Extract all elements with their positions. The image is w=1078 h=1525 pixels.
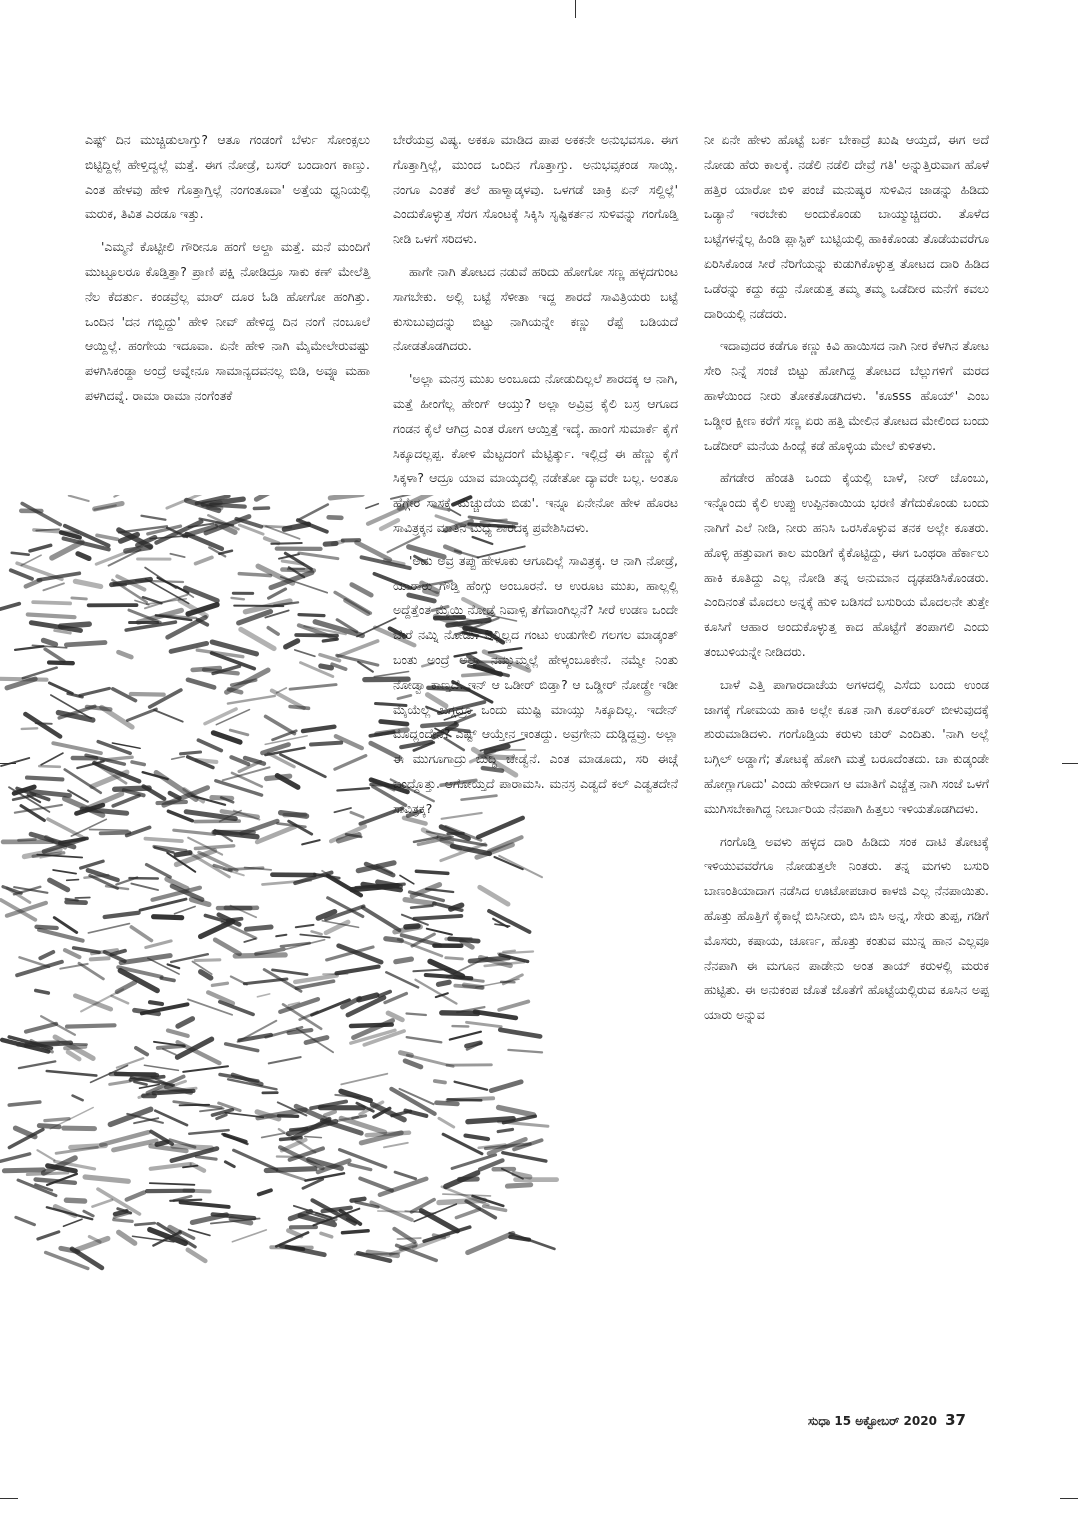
charcoal-stroke: [47, 1071, 97, 1076]
charcoal-stroke: [93, 1200, 113, 1207]
charcoal-stroke: [144, 1065, 178, 1070]
charcoal-stroke: [146, 941, 171, 948]
charcoal-stroke: [1, 758, 29, 766]
charcoal-stroke: [230, 730, 248, 735]
charcoal-stroke: [196, 1157, 216, 1160]
charcoal-stroke: [131, 927, 151, 941]
charcoal-stroke: [232, 680, 256, 685]
article-paragraph: ಬಾಳೆ ಎತ್ತಿ ಪಾಗಾರದಾಚೆಯ ಅಗಳದಲ್ಲಿ ಎಸೆದು ಬಂದು ಉಂಡ ಜಾಗಕ್ಕೆ ಗೋಮಯ ಹಾಕಿ ಅಲ್ಲೇ ಕೂತ ನಾಗಿ ಕೂರ್‌ಕೂರ್ ಬೀಳುವುದಕ್ಕೆ ಶುರುಮಾಡಿದಳು. ಗಂಗೊಡ್ತಿಯ ಕರುಳು ಚುರ್ ಎಂದಿತು. 'ನಾಗಿ ಅಲ್ಲೆ ಬಗ್ಗಿಲ್ ಅಡ್ಡಾಗೆ; ತೋಟಕ್ಕೆ ಹೋಗಿ ಮತ್ತೆ ಬರೂದೆಂತದು. ಚಾ ಕುಡ್ಕಂಡೇ ಹೋಗ್ಲಾಗೂದು' ಎಂದು ಹೇಳಿದಾಗ ಆ ಮಾತಿಗೆ ಎಚ್ಚೆತ್ತ ನಾಗಿ ಸಂಜೆ ಒಳಗೆ ಮುಗಿಸಬೇಕಾಗಿದ್ದ ನೀರ್ಬಾರಿಯ ನೆನಪಾಗಿ ಹಿತ್ತಲು ಇಳಿಯತೊಡಗಿದಳು.: [704, 676, 989, 816]
article-column-3: [704, 128, 989, 1036]
article-paragraph: ನೀ ಏನೇ ಹೇಳು ಹೊಟ್ಟೆ ಬರ್ಕ ಬೇಕಾದ್ರೆ ಖುಷಿ ಆಯ್ತದೆ, ಈಗ ಅದೆ ನೋಡು ಹೆರು ಕಾಲಕ್ಕೆ. ನಡೆಲಿ ನಡೆಲಿ ದೇವ್ರೆ ಗತಿ' ಅನ್ನುತ್ತಿರುವಾಗ ಹೊಳೆ ಹತ್ತಿರ ಯಾರೋ ಬಿಳಿ ಪಂಚೆ ಮನುಷ್ಯರ ಸುಳಿವಿನ ಜಾಡನ್ನು ಹಿಡಿದು ಒಡ್ಯಾನೆ ಇರಬೇಕು ಅಂದುಕೊಂಡು ಬಾಯ್ಮುಚ್ಚಿದರು. ತೊಳೆದ ಬಟ್ಟೆಗಳನ್ನೆಲ್ಲ ಹಿಂಡಿ ಪ್ಲಾಸ್ಟಿಕ್ ಬುಟ್ಟಿಯಲ್ಲಿ ಹಾಕಿಕೊಂಡು ತೊಡೆಯವರೆಗೂ ಏರಿಸಿಕೊಂಡ ಸೀರೆ ನೆರಿಗೆಯನ್ನು ಕುಡುಗಿಕೊಳ್ಳುತ್ತ ತೋಟದ ದಾರಿ ಹಿಡಿದ ಒಡೆರನ್ನು ಕದ್ದು ಕದ್ದು ನೋಡುತ್ತ ತಮ್ಮ ತಮ್ಮ ಒಡೆದೀರ ಮನೆಗೆ ಕವಲು ದಾರಿಯಲ್ಲಿ ನಡೆದರು.: [704, 132, 989, 321]
charcoal-stroke: [379, 992, 390, 996]
charcoal-stroke: [337, 655, 378, 665]
charcoal-stroke: [246, 927, 271, 929]
article-paragraph: ಹೆಗಡೇರ ಹೆಂಡತಿ ಒಂದು ಕೈಯಲ್ಲಿ ಬಾಳೆ, ನೀರ್ ಚೊಂಬು, ಇನ್ನೊಂದು ಕೈಲಿ ಉಪ್ಪು ಉಪ್ಪಿನಕಾಯಿಯ ಭರಣಿ ತೆಗೆದುಕೊಂಡು ಬಂದು ನಾಗಿಗೆ ಎಲೆ ನೀಡಿ, ನೀರು ಹನಿಸಿ ಒರಸಿಕೊಳ್ಳುವ ತನಕ ಅಲ್ಲೇ ಕೂತರು. ಹೊಳ್ಳಿ ಹತ್ತುವಾಗ ಕಾಲ ಮಂಡಿಗೆ ಕೈಕೊಟ್ಟಿದ್ದು, ಈಗ ಒಂಥರಾ ಹೆರ್ಕಾಲು ಹಾಕಿ ಕೂತಿದ್ದು ಎಲ್ಲ ನೋಡಿ ತನ್ನ ಅನುಮಾನ ದೃಢಪಡಿಸಿಕೊಂಡರು. ಎಂದಿನಂತೆ ಮೊದಲು ಅನ್ನಕ್ಕೆ ಹುಳಿ ಬಡಿಸದೆ ಬಸುರಿಯ ಮೊದಲನೇ ತುತ್ತೇ ಕೂಸಿಗೆ ಆಹಾರ ಅಂದುಕೊಳ್ಳುತ್ತ ಕಾದ ಹೊಟ್ಟೆಗೆ ತಂಪಾಗಲಿ ಎಂದು ತಂಬುಳಿಯನ್ನೇ ನೀಡಿದರು.: [704, 470, 989, 659]
page-number: 37: [945, 1411, 966, 1429]
charcoal-stroke: [147, 865, 171, 878]
charcoal-stroke: [43, 583, 64, 590]
charcoal-stroke: [257, 994, 269, 997]
charcoal-stroke: [193, 668, 220, 670]
charcoal-stroke: [174, 830, 215, 834]
charcoal-stroke: [257, 827, 295, 842]
charcoal-stroke: [281, 1138, 302, 1140]
charcoal-stroke: [68, 1052, 79, 1059]
charcoal-stroke: [232, 598, 244, 599]
charcoal-stroke: [299, 615, 324, 616]
charcoal-stroke: [115, 1211, 127, 1214]
charcoal-stroke: [239, 1035, 271, 1041]
charcoal-stroke: [128, 709, 157, 720]
charcoal-stroke: [26, 1024, 56, 1032]
charcoal-stroke: [351, 1025, 392, 1026]
charcoal-stroke: [67, 880, 79, 881]
charcoal-stroke: [181, 752, 201, 754]
charcoal-stroke: [187, 534, 222, 549]
charcoal-stroke: [234, 1150, 277, 1169]
crop-mark-bottom-right: [1060, 1498, 1078, 1499]
charcoal-stroke: [305, 1137, 322, 1138]
charcoal-stroke: [117, 1058, 143, 1067]
charcoal-stroke: [75, 898, 89, 899]
charcoal-stroke: [150, 1002, 162, 1004]
article-paragraph: ಇದಾವುದರ ಕಡೆಗೂ ಕಣ್ಣು ಕಿವಿ ಹಾಯಿಸದ ನಾಗಿ ನೀರ ಕೆಳಗಿನ ತೋಟ ಸೇರಿ ನಿನ್ನೆ ಸಂಜೆ ಬಿಟ್ಟು ಹೋಗಿದ್ದ ತೋಟದ ಬೆಲ್ಲುಗಳಿಗೆ ಮರದ ಹಾಳೆಯಿಂದ ನೀರು ತೋಕತೊಡಗಿದಳು. 'ಕೂsss ಹೊಯ್' ಎಂಬ ಒಡ್ಡೀರ ಕ್ಷೀಣ ಕರೆಗೆ ಸಣ್ಣ ಏರು ಹತ್ತಿ ಮೇಲಿನ ತೋಟದ ಮೇಲಿಂದ ಬಂದು ಒಡೆದೀರ್ ಮನೆಯ ಹಿಂದ್ಲೆ ಕಡೆ ಹೊಳ್ಳಿಯ ಮೇಲೆ ಕುಳಿತಳು.: [704, 338, 989, 453]
charcoal-stroke: [225, 1162, 234, 1167]
charcoal-stroke: [268, 628, 278, 634]
charcoal-stroke: [170, 1200, 201, 1201]
charcoal-stroke: [345, 600, 368, 614]
charcoal-stroke: [321, 666, 332, 668]
charcoal-stroke: [269, 589, 286, 598]
charcoal-stroke: [19, 1061, 55, 1068]
charcoal-stroke: [352, 585, 371, 596]
charcoal-stroke: [119, 652, 132, 657]
charcoal-stroke: [97, 535, 117, 539]
charcoal-stroke: [36, 991, 49, 994]
charcoal-stroke: [20, 957, 50, 967]
article-column-1: [85, 128, 370, 417]
charcoal-stroke: [0, 1154, 30, 1161]
charcoal-stroke: [154, 917, 182, 918]
charcoal-stroke: [22, 728, 38, 729]
charcoal-stroke: [131, 694, 164, 695]
charcoal-stroke: [4, 1170, 43, 1171]
charcoal-stroke: [49, 683, 72, 694]
charcoal-stroke: [85, 1177, 128, 1181]
charcoal-stroke: [335, 756, 366, 770]
charcoal-stroke: [239, 574, 270, 576]
charcoal-stroke: [64, 1219, 83, 1226]
charcoal-stroke: [366, 504, 378, 509]
charcoal-stroke: [39, 1126, 59, 1127]
charcoal-stroke: [291, 1129, 307, 1130]
charcoal-stroke: [302, 840, 319, 844]
charcoal-stroke: [27, 778, 62, 780]
crop-mark-top: [575, 0, 576, 18]
charcoal-stroke: [119, 1232, 135, 1243]
charcoal-stroke: [154, 1091, 194, 1093]
charcoal-stroke: [90, 830, 128, 831]
charcoal-stroke: [65, 770, 101, 793]
charcoal-stroke: [150, 1183, 195, 1185]
charcoal-stroke: [53, 743, 101, 753]
charcoal-stroke: [25, 714, 60, 736]
charcoal-stroke: [23, 668, 57, 679]
charcoal-stroke: [77, 1239, 108, 1250]
charcoal-stroke: [75, 581, 100, 586]
article-paragraph: ಗಂಗೊಡ್ತಿ ಅವಳು ಹಳ್ಳದ ದಾರಿ ಹಿಡಿದು ಸಂಕ ದಾಟಿ ತೋಟಕ್ಕೆ ಇಳಿಯುವವರೆಗೂ ನೋಡುತ್ತಲೇ ನಿಂತರು. ತನ್ನ ಮಗಳು ಬಸುರಿ ಬಾಣಂತಿಯಾದಾಗ ನಡೆಸಿದ ಊಟೋಪಚಾರ ಕಾಳಜಿ ಎಲ್ಲ ನೆನಪಾಯಿತು. ಹೊತ್ತು ಹೊತ್ತಿಗೆ ಕೈಕಾಲ್ಗೆ ಬಿಸಿನೀರು, ಬಿಸಿ ಬಿಸಿ ಅನ್ನ, ಸೇರು ತುಪ್ಪ, ಗಡಿಗೆ ಮೊಸರು, ಕಷಾಯ, ಚೂರ್ಣ, ಹೊತ್ತು ಕಂತುವ ಮುನ್ನ ಹಾನ ಎಲ್ಲವೂ ನೆನಪಾಗಿ ಈ ಮಗೂನ ಪಾಡೇನು ಅಂತ ತಾಯ್ ಕರುಳಲ್ಲಿ ಮರುಕ ಹುಟ್ಟಿತು. ಈ ಅನುಕಂಪ ಜೊತೆ ಜೊತೆಗೆ ಹೊಟ್ಟೆಯಲ್ಲಿರುವ ಕೂಸಿನ ಅಪ್ಪ ಯಾರು ಅನ್ನುವ: [704, 833, 989, 1023]
charcoal-stroke: [37, 1150, 54, 1160]
charcoal-stroke: [337, 788, 369, 790]
charcoal-stroke: [39, 766, 60, 767]
charcoal-stroke: [158, 1046, 184, 1048]
charcoal-stroke: [195, 960, 220, 961]
crop-mark-bottom-left: [0, 1498, 18, 1499]
charcoal-stroke: [145, 839, 182, 842]
charcoal-stroke: [110, 1081, 130, 1084]
charcoal-stroke: [161, 978, 174, 980]
charcoal-stroke: [12, 553, 29, 555]
charcoal-stroke: [332, 664, 346, 669]
charcoal-stroke: [132, 762, 144, 765]
charcoal-stroke: [112, 996, 129, 1003]
article-column-2: [393, 128, 678, 1428]
charcoal-stroke: [195, 846, 233, 849]
charcoal-stroke: [131, 884, 158, 890]
charcoal-stroke: [79, 963, 103, 979]
charcoal-stroke: [84, 1211, 93, 1216]
charcoal-stroke: [212, 983, 227, 985]
charcoal-stroke: [306, 1038, 327, 1043]
charcoal-stroke: [241, 629, 274, 648]
charcoal-stroke: [351, 812, 363, 817]
charcoal-stroke: [299, 505, 327, 520]
charcoal-stroke: [244, 979, 287, 984]
charcoal-stroke: [244, 939, 255, 942]
charcoal-stroke: [0, 604, 19, 609]
charcoal-stroke: [325, 543, 336, 544]
charcoal-stroke: [359, 995, 377, 1000]
charcoal-stroke: [44, 640, 56, 644]
charcoal-stroke: [282, 570, 313, 571]
charcoal-stroke: [116, 1074, 157, 1076]
charcoal-stroke: [168, 1031, 188, 1036]
charcoal-stroke: [38, 1232, 59, 1239]
charcoal-stroke: [213, 733, 240, 742]
charcoal-stroke: [334, 808, 351, 812]
charcoal-stroke: [61, 1248, 78, 1251]
charcoal-stroke: [196, 557, 212, 563]
charcoal-stroke: [296, 925, 314, 927]
charcoal-stroke: [263, 526, 291, 527]
charcoal-stroke: [360, 1178, 392, 1190]
charcoal-stroke: [173, 1146, 211, 1148]
charcoal-stroke: [19, 839, 36, 840]
charcoal-stroke: [329, 517, 342, 518]
charcoal-stroke: [66, 643, 105, 645]
article-paragraph: ಬೇರೆಯವ್ರ ವಿಷ್ಯ. ಅಕಕೂ ಮಾಡಿದ ಪಾಪ ಅಕಕನೇ ಅನುಭವಸೂ. ಈಗ ಗೊತ್ತಾಗ್ತಿಲ್ಲೆ, ಮುಂದ ಒಂದಿನ ಗೊತ್ತಾಗ್ತು. ಅನುಭವ್ಸಕಂಡ ಸಾಯ್ಲಿ. ನಂಗೂ ಎಂತಕೆ ತಲೆ ಹಾಳ್ಮಾಡ್ಕಳವು. ಒಳಗಡೆ ಚಾಕ್ರಿ ಏನ್ ಸಲ್ದಿಲ್ಲೆ' ಎಂದುಕೊಳ್ಳುತ್ತ ಸೆರಗ ಸೊಂಟಕ್ಕೆ ಸಿಕ್ಕಿಸಿ ಸೃಷ್ಟಿಕರ್ತನ ಸುಳಿವನ್ನು ಗಂಗೊಡ್ತಿ ನೀಡಿ ಒಳಗೆ ಸರಿದಳು.: [393, 132, 678, 247]
charcoal-stroke: [80, 688, 110, 695]
charcoal-stroke: [67, 902, 86, 903]
charcoal-stroke: [183, 1066, 228, 1072]
charcoal-stroke: [65, 1047, 85, 1049]
charcoal-stroke: [232, 1230, 266, 1242]
charcoal-stroke: [188, 1250, 206, 1261]
charcoal-stroke: [66, 1200, 84, 1201]
charcoal-stroke: [232, 773, 262, 787]
charcoal-stroke: [281, 755, 326, 777]
charcoal-stroke: [58, 713, 92, 720]
charcoal-stroke: [259, 1190, 271, 1194]
charcoal-stroke: [142, 516, 166, 520]
charcoal-stroke: [199, 740, 222, 750]
charcoal-stroke: [189, 1229, 210, 1235]
charcoal-stroke: [340, 1150, 386, 1167]
charcoal-stroke: [325, 1112, 335, 1116]
charcoal-stroke: [228, 696, 275, 704]
charcoal-stroke: [22, 504, 60, 525]
charcoal-stroke: [215, 940, 239, 954]
charcoal-stroke: [48, 819, 82, 837]
charcoal-stroke: [242, 821, 278, 833]
charcoal-stroke: [195, 821, 239, 822]
charcoal-stroke: [290, 685, 336, 690]
article-paragraph: 'ಅಲ್ಲಾ ಮನಸ್ರ ಮುಖ ಅಂಬೂದು ನೋಡುದಿಲ್ಲಲೆ ಶಾರದಕ್ಕ ಆ ನಾಗಿ, ಮತ್ತೆ ಹೀಂಗೆಲ್ಲ ಹೇಂಗ್ ಆಯ್ತು? ಅಲ್ಲಾ ಅವ್ರಿವ್ರ ಕೈಲಿ ಬಸ್ರ ಆಗೂದ ಗಂಡನ ಕೈಲೆ ಆಗಿದ್ರ ಎಂತ ರೋಗ ಆಯ್ತಿತ್ತೆ ಇದ್ಕೆ. ಹಾಂಗೆ ಸುಮಾರ್ಕೆ ಕೈಗೆ ಸಿಕ್ಕೂದಲ್ಲಪ್ಪ. ಕೋಳಿ ಮೆಟ್ಟದಂಗೆ ಮೆಟ್ಟಿರ್ತ್ಕು. ಇಲ್ಲಿದ್ರೆ ಈ ಹೆಣ್ಣು ಕೈಗೆ ಸಿಕ್ಕಳಾ? ಆದ್ರೂ ಯಾವ ಮಾಯ್ಕದಲ್ಲಿ ನಡೇತೋ ದ್ಯಾವರೇ ಬಲ್ಲ. ಅಂತೂ ಹೆಗ್ಗೇರ ಸಾಸಕ್ಕೆ ಮೆಚ್ಚುದೆಯ ಬಿಡು'. ಇನ್ನೂ ಏನೇನೋ ಹೇಳ ಹೊರಟ ಸಾವಿತ್ರಕ್ಕನ ಮಾತಿನ ಮಧ್ಯೆ ಶಾರದಕ್ಕ ಪ್ರವೇಶಿಸಿದಳು.: [393, 371, 678, 535]
charcoal-stroke: [181, 1202, 229, 1207]
charcoal-stroke: [88, 924, 129, 933]
charcoal-stroke: [65, 950, 79, 957]
charcoal-stroke: [67, 1025, 115, 1026]
charcoal-stroke: [281, 813, 307, 816]
charcoal-stroke: [114, 1220, 132, 1222]
charcoal-stroke: [321, 1233, 332, 1237]
charcoal-stroke: [69, 496, 89, 501]
charcoal-stroke: [87, 707, 111, 710]
charcoal-stroke: [343, 1231, 369, 1233]
charcoal-stroke: [200, 1109, 224, 1112]
charcoal-stroke: [172, 757, 185, 760]
charcoal-stroke: [78, 554, 89, 559]
charcoal-stroke: [114, 495, 157, 497]
charcoal-stroke: [338, 641, 378, 656]
charcoal-stroke: [64, 1128, 95, 1129]
charcoal-stroke: [53, 870, 76, 874]
charcoal-stroke: [269, 1057, 301, 1063]
charcoal-stroke: [61, 624, 90, 626]
charcoal-stroke: [28, 615, 75, 618]
charcoal-stroke: [136, 581, 183, 582]
charcoal-stroke: [254, 508, 268, 509]
charcoal-stroke: [140, 899, 186, 910]
article-paragraph: 'ಅದು ಅವ್ರ ತಪ್ಪು ಹೇಳೂಕು ಆಗೂದಿಲ್ಲೆ ಸಾವಿತ್ರಕ್ಕ. ಆ ನಾಗಿ ನೋಡ್ರೆ, ಯಾರಾರು ಗೌಡ್ತಿ ಹೆಂಗ್ಸು ಅಂಬೂರನೆ. ಆ ಉರೂಟ ಮುಖ, ಹಾಲ್ಲಲ್ಲಿ ಅದ್ದೆತ್ತೆಂತ ಮೈಯಿ ನೋಡ್ರೆ ನಿವಾಳ್ಸಿ ತೆಗೆವಾಂಗಿಲ್ಲನೆ? ಸೀರೆ ಉಡಣ ಒಂದೇ ಬೇರೆ ನಮ್ನಿ ನೋಡು. ಪಲ್ಲಿಲ್ಲದ ಗಂಟು ಉಡುಗೇಲಿ ಗಲಗಲ ಮಾಡ್ಕಂತ್ ಬಂತು ಅಂದ್ರೆ ಅಲ್ಲಾ ನಮ್ಮುಮ್ಮಲ್ಲೆ ಹೇಳ್ಕಂಬೂಕೇನೆ. ನಮ್ಮೇ ನಿಂತು ನೋಡ್ವಾ ಕಾಣ್ತದೆ. ಇನ್ ಆ ಒಡೀರ್ ಬಿಡ್ತಾ? ಆ ಒಡ್ಡೀರ್ ನೋಡ್ದ್ರೇ ಇಡೀ ಮೈಯೆಲ್ಲ ಬಗ್ಗದ್ರೂ ಒಂದು ಮುಷ್ಟಿ ಮಾಯ್ಸು ಸಿಕ್ಕೂದಿಲ್ಲ. ಇದೇನ್ ಮೊದ್ಲಂದೇನೆ? ಎಷ್ಟ್ ಆಯ್ತೇನ ಇಂತದ್ದು. ಅವ್ರಗೇನು ದುಡ್ಡಿದ್ದವ್ರು. ಅಲ್ಲಾ ಈ ಮುಗೂಗಾದ್ರು ಬುದ್ಧಿ ಬೇಡ್ವೆನೆ. ಎಂತ ಮಾಡೂದು, ಸರಿ ಈಚ್ಗೆ ಬಂದ್ದೊತ್ತು. ಆಗೋಯ್ತದೆ ಪಾರಾಮಸಿ. ಮನಸ್ರ ಎಡ್ವದೆ ಕಲ್ ಎಡ್ವತದೇನೆ ಸಾವಿತ್ರಕ್ಕ?: [393, 552, 678, 816]
charcoal-stroke: [311, 743, 341, 745]
charcoal-stroke: [262, 1133, 285, 1137]
charcoal-stroke: [73, 1096, 83, 1101]
charcoal-stroke: [323, 974, 347, 975]
charcoal-stroke: [306, 1173, 345, 1180]
charcoal-stroke: [121, 956, 170, 963]
charcoal-stroke: [45, 1119, 69, 1121]
charcoal-stroke: [30, 545, 51, 551]
charcoal-stroke: [135, 1082, 147, 1085]
charcoal-stroke: [170, 554, 184, 557]
charcoal-stroke: [290, 707, 308, 709]
charcoal-stroke: [105, 913, 139, 917]
charcoal-stroke: [40, 952, 53, 958]
page-footer: [808, 1411, 966, 1429]
charcoal-stroke: [328, 876, 361, 896]
charcoal-stroke: [54, 918, 76, 933]
charcoal-stroke: [115, 788, 149, 789]
charcoal-stroke: [353, 1116, 366, 1119]
charcoal-stroke: [312, 931, 322, 934]
charcoal-stroke: [299, 553, 338, 559]
charcoal-stroke: [41, 753, 63, 765]
charcoal-stroke: [286, 641, 298, 647]
charcoal-stroke: [91, 958, 109, 959]
charcoal-stroke: [15, 646, 43, 650]
charcoal-stroke: [192, 1215, 226, 1223]
charcoal-stroke: [256, 495, 294, 499]
charcoal-stroke: [337, 967, 379, 974]
charcoal-stroke: [349, 1164, 371, 1169]
charcoal-stroke: [198, 620, 207, 625]
crop-mark-right: [1062, 763, 1078, 764]
charcoal-stroke: [191, 899, 209, 904]
charcoal-stroke: [33, 602, 70, 603]
charcoal-stroke: [352, 1199, 365, 1201]
charcoal-stroke: [176, 853, 190, 855]
charcoal-stroke: [225, 1135, 246, 1142]
charcoal-stroke: [266, 716, 295, 733]
charcoal-stroke: [341, 1074, 387, 1085]
charcoal-stroke: [21, 555, 41, 565]
charcoal-stroke: [370, 732, 394, 736]
charcoal-stroke: [154, 710, 183, 722]
charcoal-stroke: [27, 1173, 67, 1175]
article-paragraph: ಹಾಗೇ ನಾಗಿ ತೋಟದ ನಡುವೆ ಹರಿದು ಹೋಗೋ ಸಣ್ಣ ಹಳ್ಳದಗುಂಟ ಸಾಗಬೇಕು. ಅಲ್ಲಿ ಬಟ್ಟೆ ಸೆಳೀತಾ ಇದ್ದ ಶಾರದೆ ಸಾವಿತ್ರಿಯರು ಬಟ್ಟೆ ಕುಸುಬುವುದನ್ನು ಬಿಟ್ಟು ನಾಗಿಯನ್ನೇ ಕಣ್ಣು ರೆಪ್ಪೆ ಬಡಿಯದೆ ನೋಡತೊಡಗಿದರು.: [393, 263, 678, 354]
charcoal-stroke: [279, 1116, 298, 1117]
charcoal-stroke: [135, 1223, 154, 1225]
charcoal-stroke: [9, 1102, 40, 1105]
charcoal-stroke: [303, 727, 334, 731]
charcoal-stroke: [273, 970, 308, 975]
charcoal-stroke: [281, 577, 327, 593]
charcoal-stroke: [283, 1004, 321, 1028]
charcoal-stroke: [81, 861, 103, 868]
charcoal-stroke: [178, 1019, 193, 1026]
charcoal-stroke: [101, 833, 130, 834]
charcoal-stroke: [277, 688, 287, 693]
charcoal-stroke: [188, 680, 214, 688]
charcoal-stroke: [226, 1044, 258, 1051]
magazine-issue: ಸುಧಾ 15 ಅಕ್ಟೋಬರ್ 2020: [808, 1414, 937, 1428]
article-paragraph: ಎಷ್ಟ್ ದಿನ ಮುಚ್ಚಿಡುಲಾಗ್ತು? ಆತೂ ಗಂಡಂಗೆ ಬೆರ್ಳು ಸೋಂಕ್ಸಲು ಬಿಟ್ಟಿದ್ದಿಲ್ಲೆ ಹೇಳ್ತಿದ್ವಲ್ಲೆ ಮತ್ತೆ. ಈಗ ನೋಡ್ರೆ, ಬಸರ್ ಬಂದಾಂಗ ಕಾಣ್ತು. ಎಂತ ಹೇಳವು ಹೇಳಿ ಗೊತ್ತಾಗ್ತಿಲ್ಲೆ ನಂಗಂತೂವಾ' ಅತ್ತೆಯ ಧ್ವನಿಯಲ್ಲಿ ಮರುಕ, ತಿವಿತ ಎರಡೂ ಇತ್ತು.: [85, 132, 370, 222]
charcoal-stroke: [16, 1217, 35, 1224]
charcoal-stroke: [72, 598, 86, 599]
charcoal-stroke: [295, 650, 315, 656]
charcoal-stroke: [50, 880, 68, 890]
charcoal-stroke: [37, 927, 57, 928]
charcoal-stroke: [45, 649, 64, 661]
charcoal-stroke: [205, 709, 236, 724]
charcoal-stroke: [276, 935, 286, 937]
charcoal-stroke: [158, 802, 186, 803]
charcoal-stroke: [296, 635, 337, 636]
charcoal-stroke: [168, 964, 180, 968]
charcoal-stroke: [265, 538, 278, 543]
article-paragraph: 'ಎಮ್ಮನೆ ಕೊಟ್ಟೀಲಿ ಗೌರೀನೂ ಹಂಗೆ ಅಲ್ದಾ ಮತ್ತೆ. ಮನೆ ಮಂದಿಗೆ ಮುಟ್ಟೂಲರೂ ಕೊಡ್ತಿತ್ತಾ? ಪ್ರಾಣಿ ಪಕ್ಷಿ ನೋಡಿದ್ರೂ ಸಾಕು ಕಣ್ ಮೇಲೆತ್ತಿ ನೆಲ ಕೆದರ್ತು. ಕಂಡವ್ರೆಲ್ಲ ಮಾರ್ ದೂರ ಓಡಿ ಹೋಗೋ ಹಂಗಿತ್ತು. ಒಂದಿನ 'ದನ ಗಬ್ಬಿದ್ದು' ಹೇಳಿ ನೀವ್ ಹೇಳಿದ್ದ ದಿನ ನಂಗೆ ನಂಬೂಲೆ ಆಯ್ದಿಲ್ಲೆ. ಹಂಗೇಯ ಇದೂವಾ. ಏನೇ ಹೇಳಿ ನಾಗಿ ಮೈಮೇಲೇರುವಷ್ಟು ಪಳಗಿಸಿಕಂಡ್ದಾ ಅಂದ್ರೆ ಅವ್ನೇನೂ ಸಾಮಾನ್ಯದವನಲ್ಲ ಬಿಡಿ, ಅವ್ನೂ ಮಹಾ ಪಳಗಿದವ್ನೆ. ರಾಮಾ ರಾಮಾ ನಂಗೆಂತಕೆ: [85, 239, 370, 403]
charcoal-stroke: [330, 495, 362, 498]
charcoal-stroke: [117, 982, 135, 992]
charcoal-stroke: [110, 1109, 150, 1124]
charcoal-stroke: [71, 1146, 106, 1148]
charcoal-stroke: [127, 1192, 145, 1199]
charcoal-stroke: [36, 1180, 75, 1183]
charcoal-stroke: [136, 1048, 147, 1055]
charcoal-stroke: [163, 1049, 176, 1055]
charcoal-stroke: [82, 809, 127, 813]
charcoal-stroke: [175, 907, 196, 914]
charcoal-stroke: [11, 570, 32, 579]
charcoal-stroke: [60, 838, 87, 842]
charcoal-stroke: [49, 663, 73, 664]
charcoal-stroke: [209, 503, 220, 506]
charcoal-stroke: [95, 504, 123, 510]
